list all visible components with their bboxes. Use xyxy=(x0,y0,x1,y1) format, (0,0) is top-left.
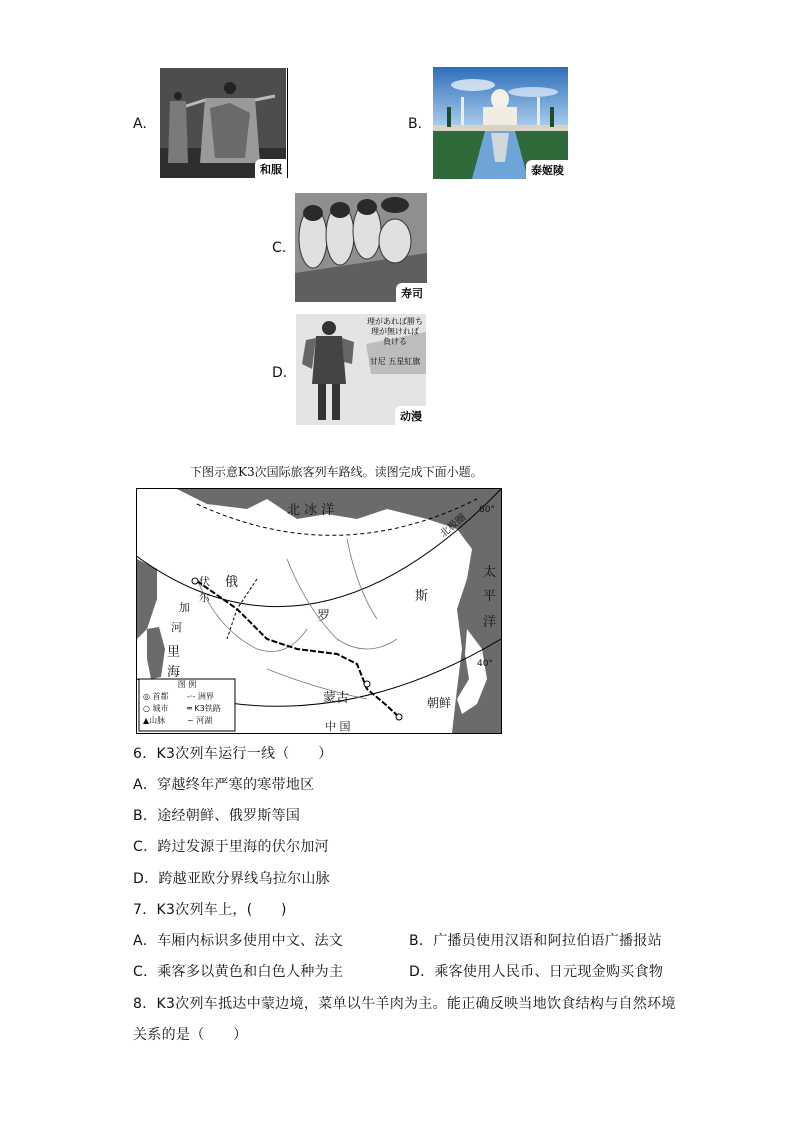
q6-choice-d: D．跨越亚欧分界线乌拉尔山脉 xyxy=(133,871,330,887)
label-russia-3: 斯 xyxy=(415,589,429,604)
label-caspian-1: 里 xyxy=(167,645,181,660)
legend-city: 城市 xyxy=(152,704,169,713)
anime-text-3: 負ける xyxy=(383,337,407,346)
option-a-label: A. xyxy=(133,116,147,132)
label-russia-1: 俄 xyxy=(225,575,239,590)
label-china: 中 国 xyxy=(325,720,351,733)
q8-stem-line2: 关系的是（ ） xyxy=(133,1027,248,1043)
anime-text-2: 理が無ければ xyxy=(371,327,419,336)
anime-caption: 动漫 xyxy=(395,406,426,425)
label-volga-3: 加 xyxy=(179,601,190,614)
label-russia-2: 罗 xyxy=(317,609,331,624)
river-icon: ~ xyxy=(187,716,194,725)
sushi-photo xyxy=(295,193,427,302)
q8-stem-line1: 8．K3次列车抵达中蒙边境，菜单以牛羊肉为主。能正确反映当地饮食结构与自然环境 xyxy=(133,996,676,1012)
label-volga-4: 河 xyxy=(171,621,182,634)
anime-text-1: 理があれば勝ち xyxy=(367,317,423,326)
mountain-icon: ▲ xyxy=(143,716,150,725)
k3-route-map xyxy=(136,488,502,734)
q7-choice-c: C．乘客多以黄色和白色人种为主 xyxy=(133,964,344,980)
anime-photo xyxy=(296,314,426,425)
label-arctic-circle: 北极圈 xyxy=(438,512,469,540)
label-arctic-ocean: 北 冰 洋 xyxy=(287,503,335,518)
taj-mahal-caption: 泰姬陵 xyxy=(526,160,568,179)
q6-choice-b: B．途经朝鲜、俄罗斯等国 xyxy=(133,808,301,824)
option-b-label: B. xyxy=(408,116,423,132)
map-legend xyxy=(139,679,235,731)
capital-icon: ◎ xyxy=(143,692,150,701)
label-lat-60: 60° xyxy=(479,505,495,515)
option-c-label: C. xyxy=(272,240,287,256)
label-caspian-2: 海 xyxy=(167,665,181,680)
q7-choice-b: B．广播员使用汉语和阿拉伯语广播报站 xyxy=(409,933,663,949)
label-mongolia: 蒙古 xyxy=(323,691,350,706)
anime-text-4: 甘尼 五星紅旗 xyxy=(369,357,421,366)
label-lat-40: 40° xyxy=(477,659,493,669)
map-intro: 下图示意K3次国际旅客列车路线。读图完成下面小题。 xyxy=(190,465,483,479)
q6-stem: 6．K3次列车运行一线（ ） xyxy=(133,746,333,762)
label-pacific-1: 太 xyxy=(483,565,497,580)
q6-choice-a: A．穿越终年严寒的寒带地区 xyxy=(133,777,315,793)
label-pacific-3: 洋 xyxy=(483,615,497,630)
photo-border-line xyxy=(287,68,288,178)
label-volga-1: 伏 xyxy=(199,575,210,588)
label-volga-2: 尔 xyxy=(199,591,210,604)
legend-river-lake: 河湖 xyxy=(196,716,213,725)
label-korea: 朝鲜 xyxy=(427,696,452,710)
q7-stem: 7．K3次列车上，( ) xyxy=(133,902,287,918)
label-pacific-2: 平 xyxy=(483,589,497,604)
q7-choice-d: D．乘客使用人民币、日元现金购买食物 xyxy=(409,964,664,980)
city-icon: ○ xyxy=(143,704,150,713)
legend-mountain: 山脉 xyxy=(149,716,166,725)
legend-continent-boundary: 洲界 xyxy=(197,692,214,701)
legend-title: 图 例 xyxy=(177,680,197,689)
taj-mahal-photo xyxy=(433,67,568,179)
q6-choice-c: C．跨过发源于里海的伏尔加河 xyxy=(133,839,329,855)
q7-choice-a: A．车厢内标识多使用中文、法文 xyxy=(133,933,344,949)
kimono-caption: 和服 xyxy=(255,159,286,178)
railway-icon: ═ xyxy=(187,704,192,713)
sushi-caption: 寿司 xyxy=(396,283,427,302)
anime-text-block xyxy=(364,317,426,367)
kimono-photo xyxy=(160,68,286,178)
boundary-line-icon: -·- xyxy=(187,692,196,701)
option-d-label: D. xyxy=(272,365,288,381)
legend-capital: 首都 xyxy=(152,692,169,701)
legend-railway: K3铁路 xyxy=(194,704,221,713)
